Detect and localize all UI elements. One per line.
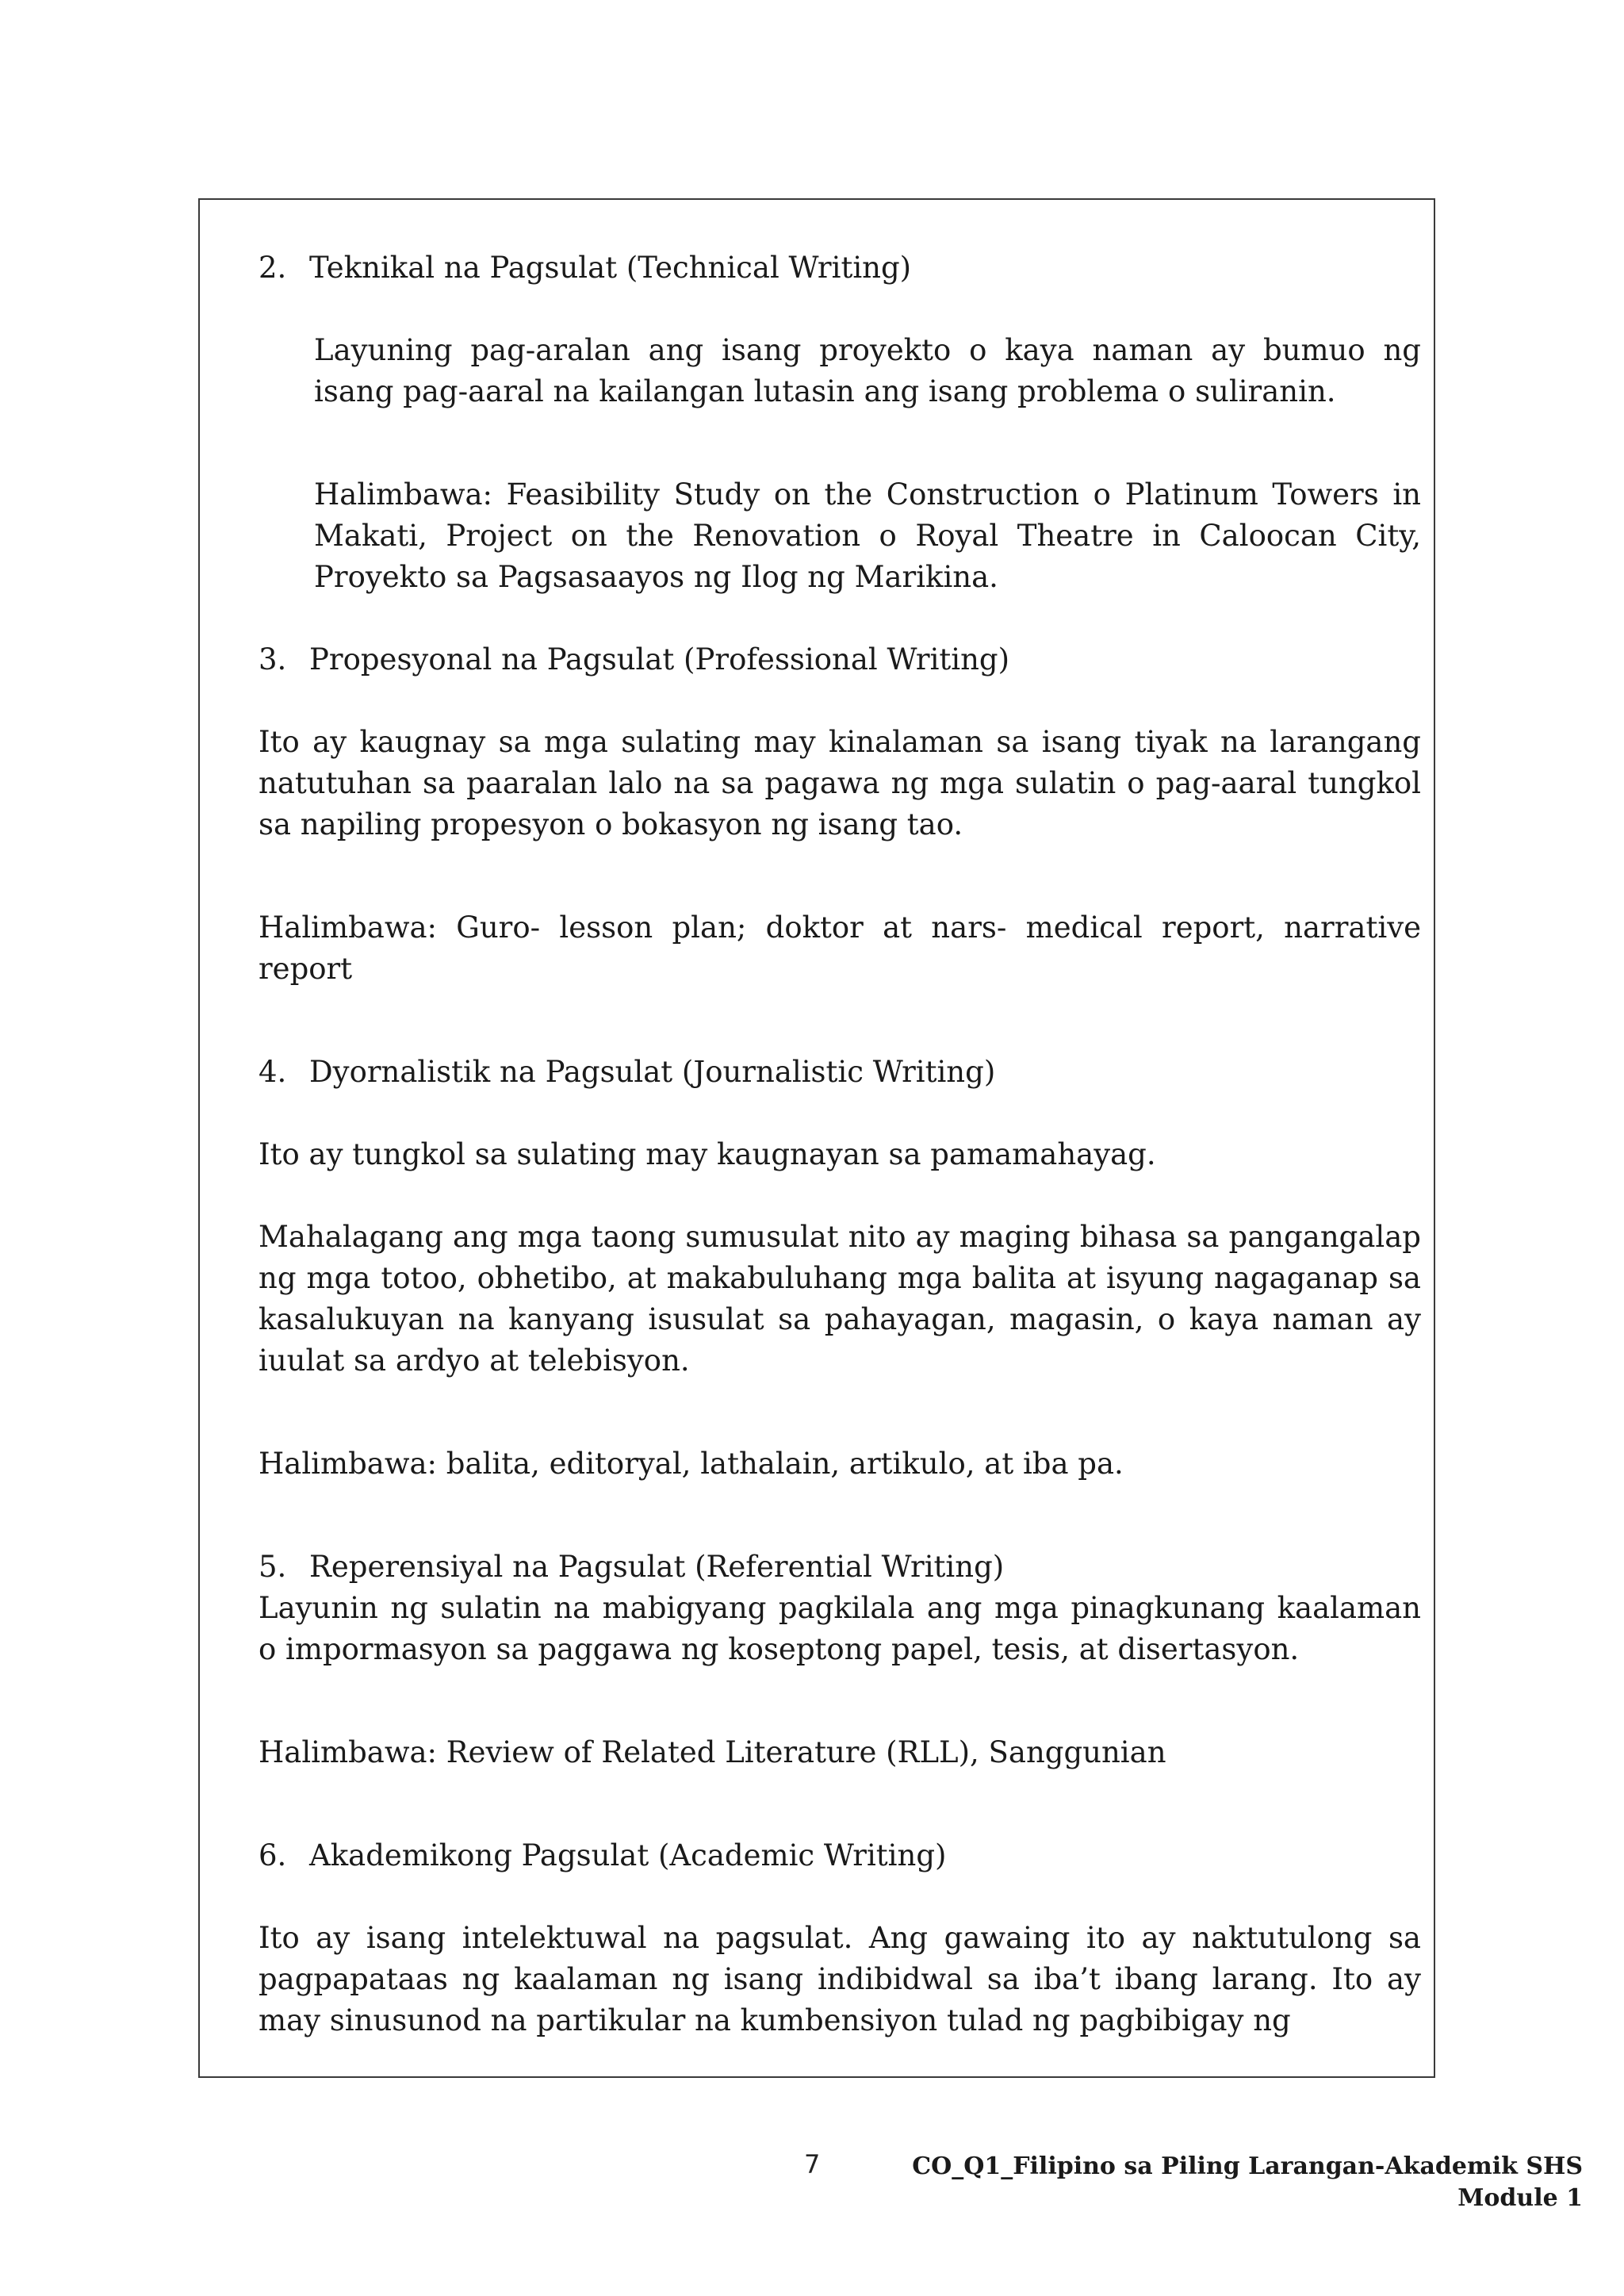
section-description: Layuning pag-aralan ang isang proyekto o kaya naman ay bumuo ng isang pag-aaral na kailangan lutasin ang isang problema o suliranin.: [314, 333, 1421, 408]
section-title: Propesyonal na Pagsulat (Professional Writing): [309, 642, 1010, 677]
section-heading: [259, 639, 1421, 680]
page-number: 7: [804, 2149, 821, 2179]
section-referential-writing: [259, 1547, 1421, 1773]
section-description: Ito ay kaugnay sa mga sulating may kinalaman sa isang tiyak na larangang natutuhan sa paaralan lalo na sa pagawa ng mga sulatin o pag-aaral tungkol sa napiling propesyon o bokasyon ng isang tao.: [259, 725, 1421, 841]
section-title: Reperensiyal na Pagsulat (Referential Writing): [309, 1550, 1005, 1584]
section-heading: [259, 1052, 1421, 1093]
section-example: Halimbawa: Review of Related Literature (RLL), Sanggunian: [259, 1735, 1166, 1769]
section-example: Halimbawa: Feasibility Study on the Construction o Platinum Towers in Makati, Project on the Renovation o Royal Theatre in Caloocan City, Proyekto sa Pagsasaayos ng Ilog ng Marikina.: [314, 477, 1421, 594]
section-description: Ito ay isang intelektuwal na pagsulat. Ang gawaing ito ay naktutulong sa pagpapataas ng kaalaman ng isang indibidwal sa iba’t ibang larang. Ito ay may sinusunod na partikular na kumbensiyon tulad ng pagbibigay ng: [259, 1921, 1421, 2037]
section-heading: [259, 1547, 1421, 1588]
content-body: [259, 247, 1421, 2041]
section-title: Dyornalistik na Pagsulat (Journalistic Writing): [309, 1055, 996, 1089]
section-professional-writing: [259, 639, 1421, 990]
section-example: Halimbawa: balita, editoryal, lathalain, artikulo, at iba pa.: [259, 1447, 1124, 1481]
section-title: Teknikal na Pagsulat (Technical Writing): [309, 251, 912, 285]
section-number: 5.: [259, 1550, 287, 1584]
section-journalistic-writing: [259, 1052, 1421, 1485]
section-heading: [259, 247, 1421, 289]
module-code-line: CO_Q1_Filipino sa Piling Larangan-Akademik SHS: [912, 2152, 1583, 2180]
section-title: Akademikong Pagsulat (Academic Writing): [309, 1838, 947, 1872]
section-academic-writing: [259, 1835, 1421, 2041]
section-description: Ito ay tungkol sa sulating may kaugnayan sa pamamahayag.: [259, 1137, 1156, 1171]
module-footer: [912, 2151, 1583, 2214]
section-technical-writing: [259, 247, 1421, 598]
section-number: 4.: [259, 1055, 287, 1089]
section-example: Halimbawa: Guro- lesson plan; doktor at nars- medical report, narrative report: [259, 910, 1421, 986]
content-frame: [198, 198, 1435, 2078]
section-description: Layunin ng sulatin na mabigyang pagkilala ang mga pinagkunang kaalaman o impormasyon sa paggawa ng koseptong papel, tesis, at disertasyon.: [259, 1591, 1421, 1666]
section-description-extended: Mahalagang ang mga taong sumusulat nito ay maging bihasa sa pangangalap ng mga totoo, obhetibo, at makabuluhang mga balita at isyung nagaganap sa kasalukuyan na kanyang isusulat sa pahayagan, magasin, o kaya naman ay iuulat sa ardyo at telebisyon.: [259, 1220, 1421, 1378]
section-heading: [259, 1835, 1421, 1876]
section-number: 2.: [259, 251, 287, 285]
section-number: 3.: [259, 642, 287, 677]
module-number-line: Module 1: [1457, 2184, 1583, 2212]
section-number: 6.: [259, 1838, 287, 1872]
